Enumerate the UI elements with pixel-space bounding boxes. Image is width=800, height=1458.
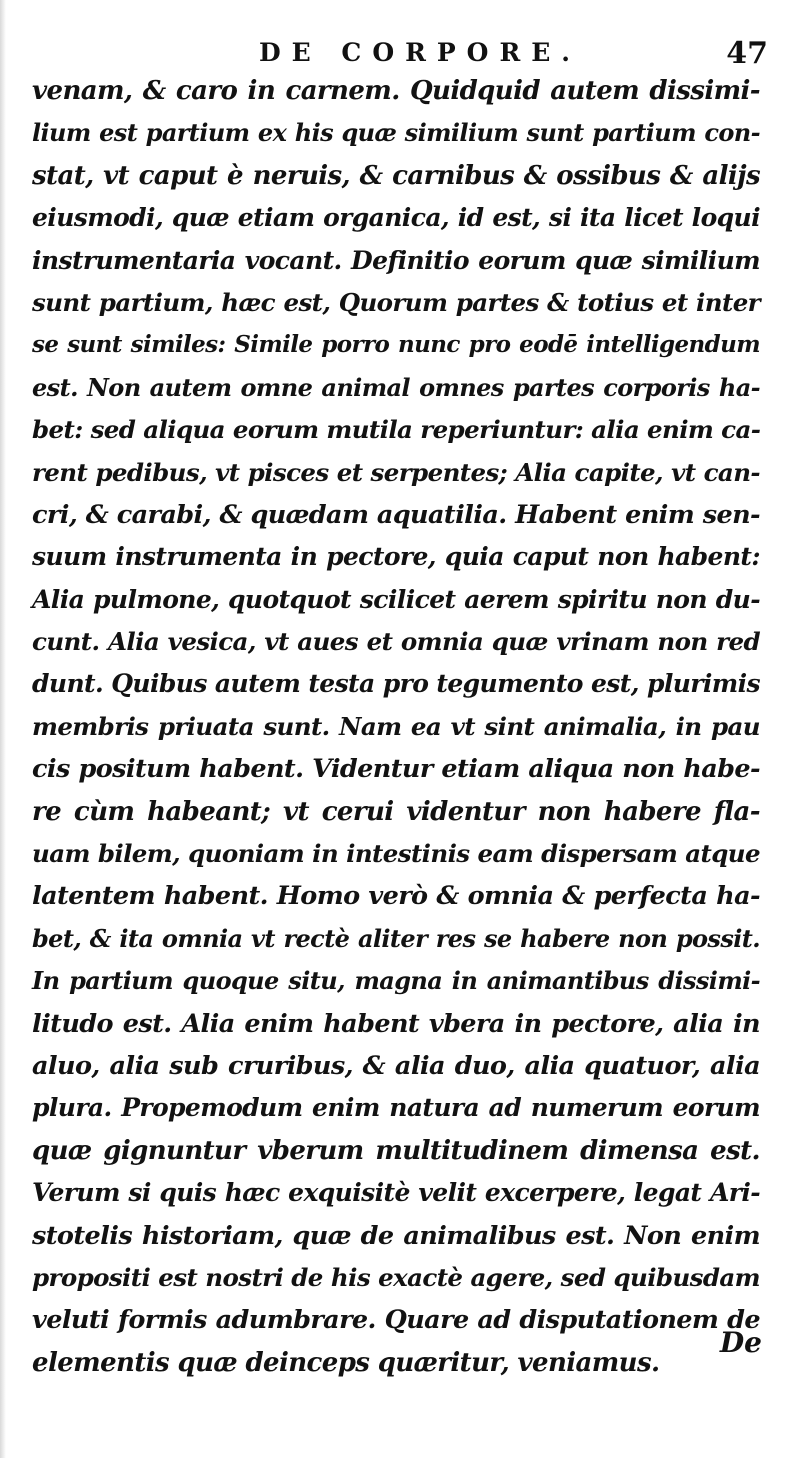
text-line: uam bilem, quoniam in intestinis eam dispersam atque <box>32 839 760 869</box>
text-line: bet: sed aliqua eorum mutila reperiuntur: alia enim ca- <box>32 415 761 445</box>
text-line: instrumentaria vocant. Definitio eorum quæ similium <box>32 245 760 275</box>
text-line: dunt. Quibus autem testa pro tegumento est, plurimis <box>32 669 760 699</box>
text-line: In partium quoque situ, magna in animantibus dissimi- <box>32 966 760 996</box>
text-line: stotelis historiam, quæ de animalibus est. Non enim <box>32 1220 760 1251</box>
text-line: membris priuata sunt. Nam ea vt sint animalia, in pau <box>32 711 760 741</box>
text-line: lium est partium ex his quæ similium sunt partium con- <box>32 118 760 148</box>
text-line: Verum si quis hæc exquisitè velit excerpere, legat Ari- <box>32 1178 760 1208</box>
text-line: rent pedibus, vt pisces et serpentes; Alia capite, vt can- <box>32 457 760 487</box>
text-line: est. Non autem omne animal omnes partes corporis ha- <box>32 372 760 402</box>
text-line: propositi est nostri de his exactè agere, sed quibusdam <box>32 1262 760 1292</box>
text-line: se sunt similes: Simile porro nunc pro eodē intelligendum <box>32 331 760 359</box>
text-line: eiusmodi, quæ etiam organica, id est, si ita licet loqui <box>32 203 760 233</box>
text-line: aluo, alia sub cruribus, & alia duo, alia quatuor, alia <box>32 1050 760 1081</box>
text-line: latentem habent. Homo verò & omnia & perfecta ha- <box>32 881 760 912</box>
text-line: Alia pulmone, quotquot scilicet aerem spiritu non du- <box>32 584 760 614</box>
text-line: cri, & carabi, & quædam aquatilia. Habent enim sen- <box>32 499 760 530</box>
catchword: De <box>719 1326 762 1359</box>
running-head: DE CORPORE. <box>258 38 581 67</box>
page-number: 47 <box>726 36 768 71</box>
body-text <box>32 70 760 1384</box>
text-line: stat, vt caput è neruis, & carnibus & ossibus & alijs <box>32 160 760 191</box>
text-line: re cùm habeant; vt cerui videntur non habere fla- <box>32 796 760 827</box>
text-line: litudo est. Alia enim habent vbera in pectore, alia in <box>32 1008 760 1039</box>
text-line: cis positum habent. Videntur etiam aliqua non habe- <box>32 754 760 785</box>
text-line: suum instrumenta in pectore, quia caput non habent: <box>32 542 760 572</box>
text-line: sunt partium, hæc est, Quorum partes & totius et inter <box>32 287 760 317</box>
text-line: elementis quæ deinceps quæritur, veniamus. <box>32 1347 660 1378</box>
text-line: plura. Propemodum enim natura ad numerum eorum <box>32 1093 760 1123</box>
text-line: veluti formis adumbrare. Quare ad disputationem de <box>32 1305 760 1336</box>
text-line: bet, & ita omnia vt rectè aliter res se habere non possit. <box>32 923 760 953</box>
text-line: venam, & caro in carnem. Quidquid autem dissimi- <box>32 76 760 106</box>
text-line: cunt. Alia vesica, vt aues et omnia quæ vrinam non red <box>32 627 760 657</box>
page-edge-shadow <box>0 0 6 1458</box>
text-line: quæ gignuntur vberum multitudinem dimensa est. <box>32 1135 760 1166</box>
